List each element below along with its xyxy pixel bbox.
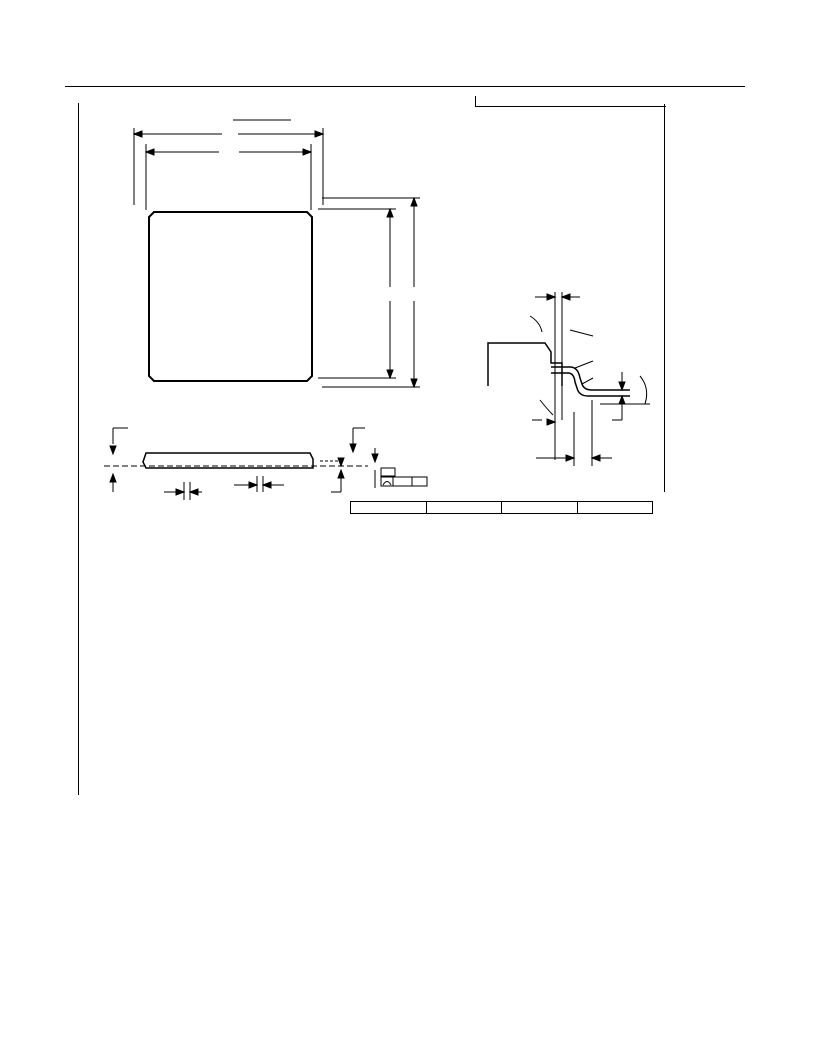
header-min xyxy=(426,502,502,514)
header-nom xyxy=(502,502,578,514)
table-header-row xyxy=(351,502,653,514)
header-dim xyxy=(351,502,427,514)
dimensions-table xyxy=(350,501,653,514)
header-max xyxy=(578,502,653,514)
